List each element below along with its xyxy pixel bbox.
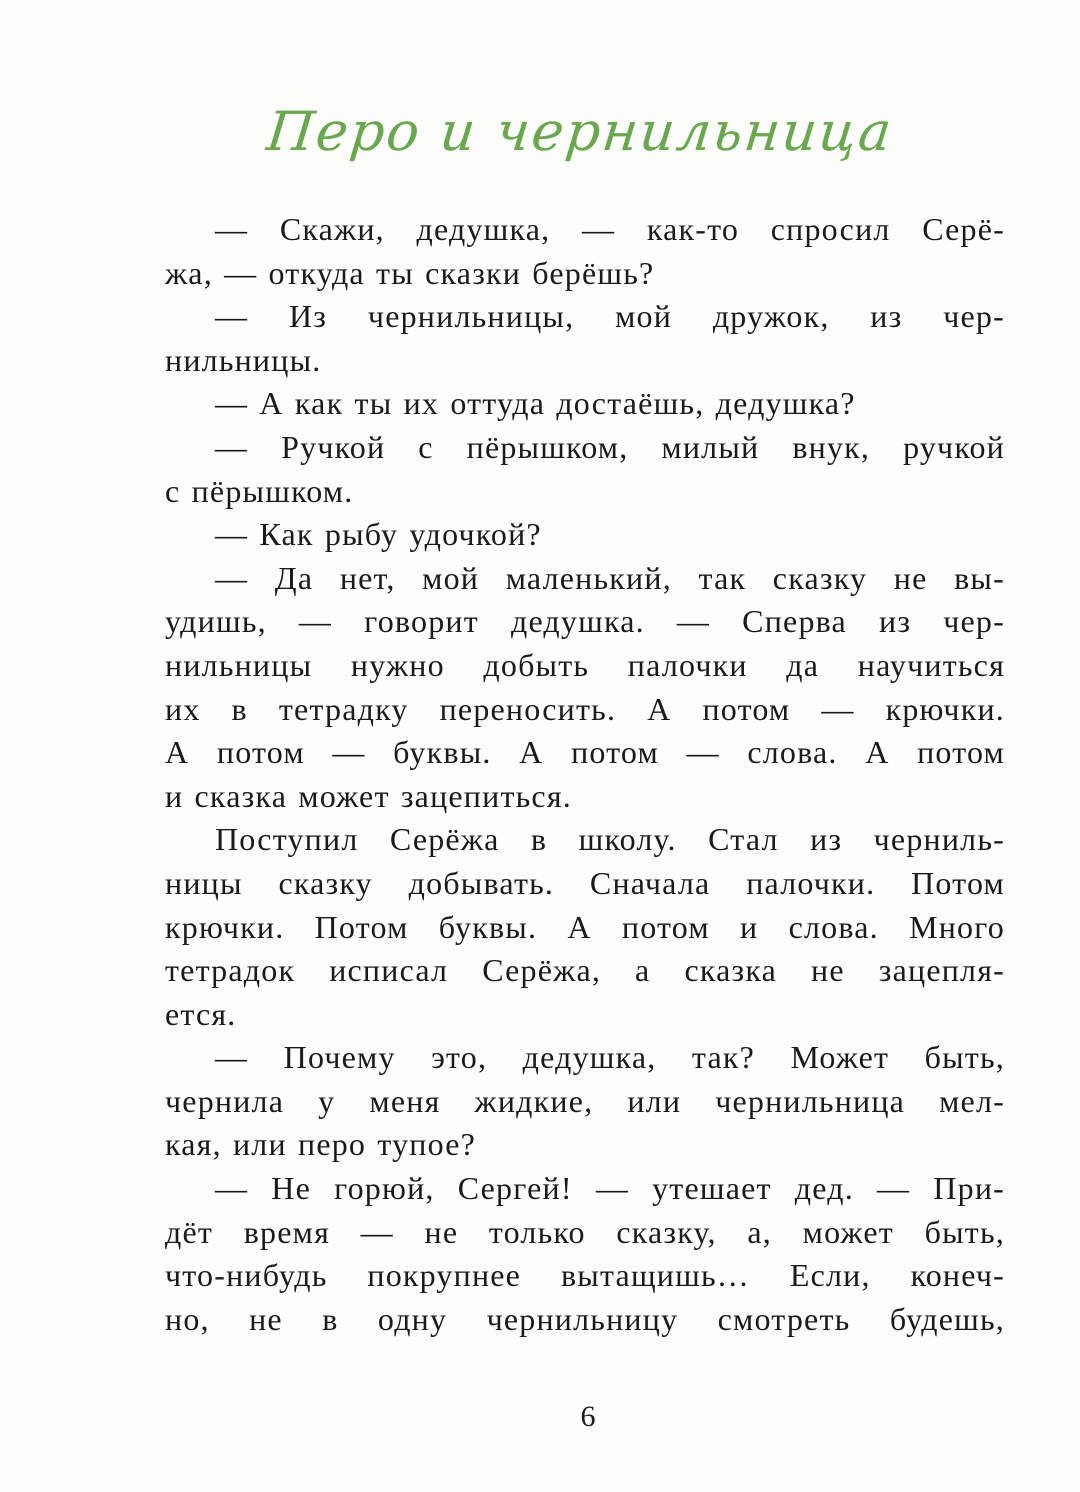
text-line: жа, — откуда ты сказки берёшь? — [165, 254, 655, 291]
text-line: Поступил Серёжа в школу. Стал из черниль- — [215, 821, 1005, 858]
text-line: А потом — буквы. А потом — слова. А потом — [165, 734, 1005, 771]
text-line: — Почему это, дедушка, так? Может быть, — [215, 1039, 1005, 1076]
text-line: — Не горюй, Сергей! — утешает дед. — При- — [215, 1170, 1005, 1207]
text-line: но, не в одну чернильницу смотреть будешь, — [165, 1300, 1005, 1337]
text-line: удишь, — говорит дедушка. — Сперва из чер- — [165, 603, 1005, 640]
text-line: нильницы. — [165, 341, 322, 378]
text-line: нильницы нужно добыть палочки да научиться — [165, 646, 1005, 683]
text-line: их в тетрадку переносить. А потом — крючки. — [165, 690, 1005, 727]
text-line: ницы сказку добывать. Сначала палочки. Потом — [165, 864, 1005, 901]
text-line: — Да нет, мой маленький, так сказку не вы- — [215, 559, 1005, 596]
text-line: — Скажи, дедушка, — как-то спросил Серё- — [215, 211, 1005, 247]
text-line: чернила у меня жидкие, или чернильница мел- — [165, 1082, 1005, 1119]
body-text — [165, 208, 1005, 1341]
text-line: что-нибудь покрупнее вытащишь… Если, конеч- — [165, 1257, 1005, 1294]
text-line: — Из чернильницы, мой дружок, из чер- — [215, 298, 1005, 335]
text-line: крючки. Потом буквы. А потом и слова. Много — [165, 908, 1005, 945]
page-number: 6 — [580, 1400, 596, 1433]
text-line: и сказка может зацепиться. — [165, 777, 572, 814]
text-line: тетрадок исписал Серёжа, а сказка не зацепля- — [165, 952, 1005, 989]
text-line: — Как рыбу удочкой? — [215, 516, 542, 553]
text-line: — Ручкой с пёрышком, милый внук, ручкой — [215, 428, 1005, 465]
text-line: дёт время — не только сказку, а, может быть, — [165, 1213, 1005, 1250]
text-line: с пёрышком. — [165, 472, 354, 509]
text-line: кая, или перо тупое? — [165, 1126, 477, 1163]
chapter-title: Перо и чернильница — [263, 100, 897, 163]
text-line: — А как ты их оттуда достаёшь, дедушка? — [215, 385, 856, 422]
text-line: ется. — [165, 995, 237, 1032]
